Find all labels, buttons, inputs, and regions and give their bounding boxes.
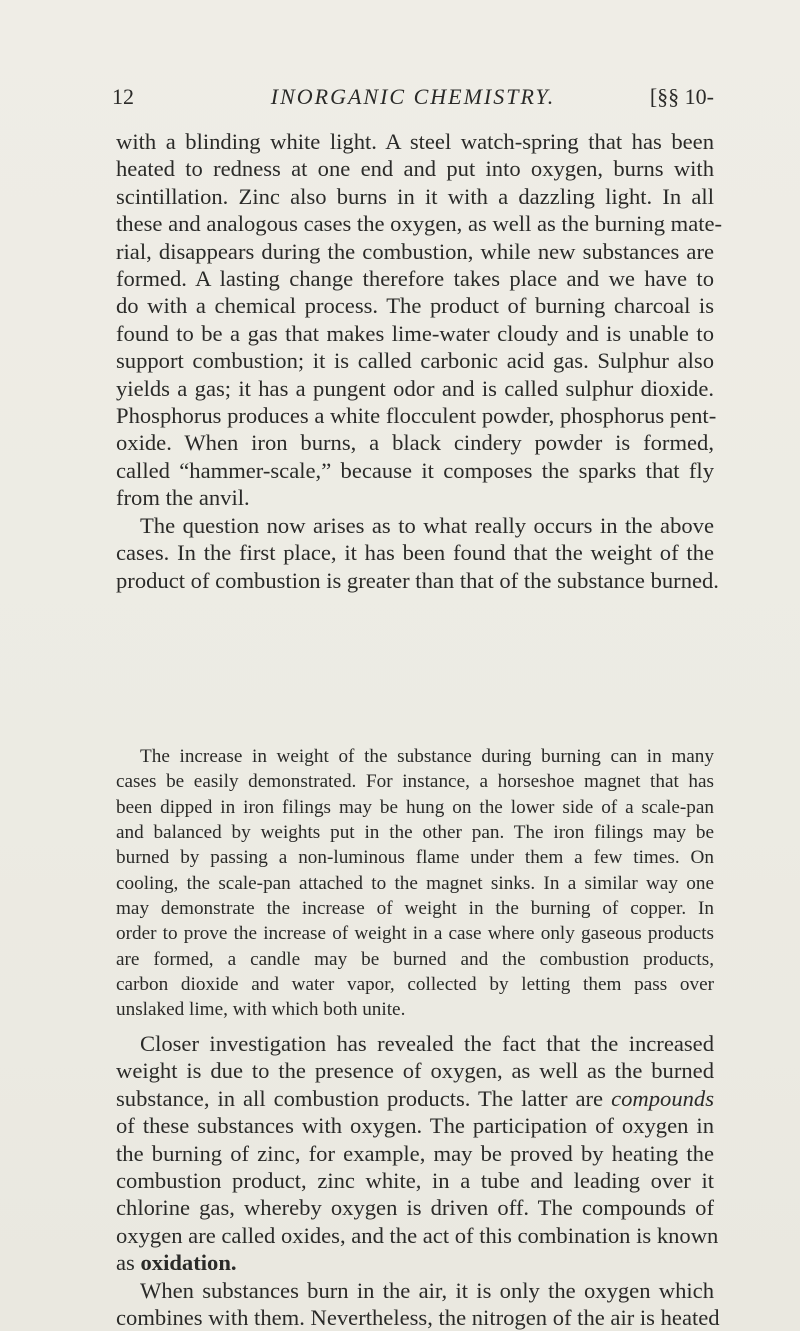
text-line: heated to redness at one end and put into oxygen, burns with [116, 156, 714, 182]
text-line: may demonstrate the increase of weight in the burning of copper. In [116, 898, 714, 920]
paragraph-oxidation [116, 1030, 720, 1331]
page-number: 12 [112, 84, 134, 109]
text-line: weight is due to the presence of oxygen, as well as the burned [116, 1058, 714, 1084]
text-line: product of combustion is greater than that of the substance burned. [116, 567, 719, 593]
text-line: yields a gas; it has a pungent odor and is called sulphur dioxide. [116, 375, 714, 401]
text-line: burned by passing a non-luminous flame under them a few times. On [116, 847, 714, 869]
text-line: The increase in weight of the substance during burning can in many [140, 746, 714, 767]
paragraph-combustion-products [116, 128, 723, 594]
text-line: carbon dioxide and water vapor, collected by letting them pass over [116, 974, 714, 996]
text-fragment: as [116, 1250, 135, 1276]
text-line: and balanced by weights put in the other pan. The iron filings may be [116, 822, 714, 844]
text-line: been dipped in iron filings may be hung on the lower side of a scale-pan [116, 796, 714, 818]
text-line: found to be a gas that makes lime-water cloudy and is unable to [116, 320, 714, 346]
text-line: chlorine gas, whereby oxygen is driven off. The compounds of [116, 1195, 714, 1221]
text-line: Phosphorus produces a white flocculent powder, phosphorus pent- [116, 403, 717, 429]
text-line: combines with them. Nevertheless, the nitrogen of the air is heated [116, 1305, 720, 1331]
term-oxidation: oxidation. [140, 1250, 237, 1276]
text-line: cases. In the first place, it has been found that the weight of the [116, 540, 714, 566]
text-line: do with a chemical process. The product of burning charcoal is [116, 293, 714, 319]
text-line: formed. A lasting change therefore takes place and we have to [116, 266, 714, 292]
text-line: with a blinding white light. A steel watch-spring that has been [116, 129, 714, 154]
text-line: these and analogous cases the oxygen, as well as the burning mate- [116, 211, 723, 237]
text-line: Closer investigation has revealed the fact that the increased [140, 1031, 714, 1056]
running-title: INORGANIC CHEMISTRY. [270, 84, 556, 109]
paragraph-weight-demonstration [116, 744, 714, 1023]
text-line: called “hammer-scale,” because it composes the sparks that fly [116, 457, 714, 483]
page-header [112, 84, 714, 114]
text-line: the burning of zinc, for example, may be proved by heating the [116, 1140, 714, 1166]
text-line [116, 1085, 714, 1112]
text-line: are formed, a candle may be burned and the combustion products, [116, 948, 714, 970]
text-line: of these substances with oxygen. The participation of oxygen in [116, 1113, 714, 1139]
text-line: cooling, the scale-pan attached to the magnet sinks. In a similar way one [116, 872, 714, 894]
text-line: The question now arises as to what really occurs in the above [140, 512, 714, 538]
emphasis-compounds: compounds [611, 1085, 714, 1111]
text-line: combustion product, zinc white, in a tube and leading over it [116, 1168, 714, 1194]
section-reference: [§§ 10- [649, 84, 714, 109]
text-line: rial, disappears during the combustion, while new substances are [116, 238, 714, 264]
text-line: from the anvil. [116, 485, 250, 511]
text-line: scintillation. Zinc also burns in it with a dazzling light. In all [116, 183, 714, 209]
text-line: oxygen are called oxides, and the act of this combination is known [116, 1222, 719, 1248]
text-line: When substances burn in the air, it is only the oxygen which [140, 1277, 714, 1303]
text-line [116, 1249, 714, 1276]
text-line: oxide. When iron burns, a black cindery powder is formed, [116, 430, 714, 456]
text-fragment: substance, in all combustion products. The latter are [116, 1085, 604, 1111]
text-line: support combustion; it is called carbonic acid gas. Sulphur also [116, 348, 714, 374]
text-line: unslaked lime, with which both unite. [116, 999, 406, 1021]
text-line: order to prove the increase of weight in a case where only gaseous products [116, 923, 714, 945]
text-line: cases be easily demonstrated. For instance, a horseshoe magnet that has [116, 771, 714, 793]
